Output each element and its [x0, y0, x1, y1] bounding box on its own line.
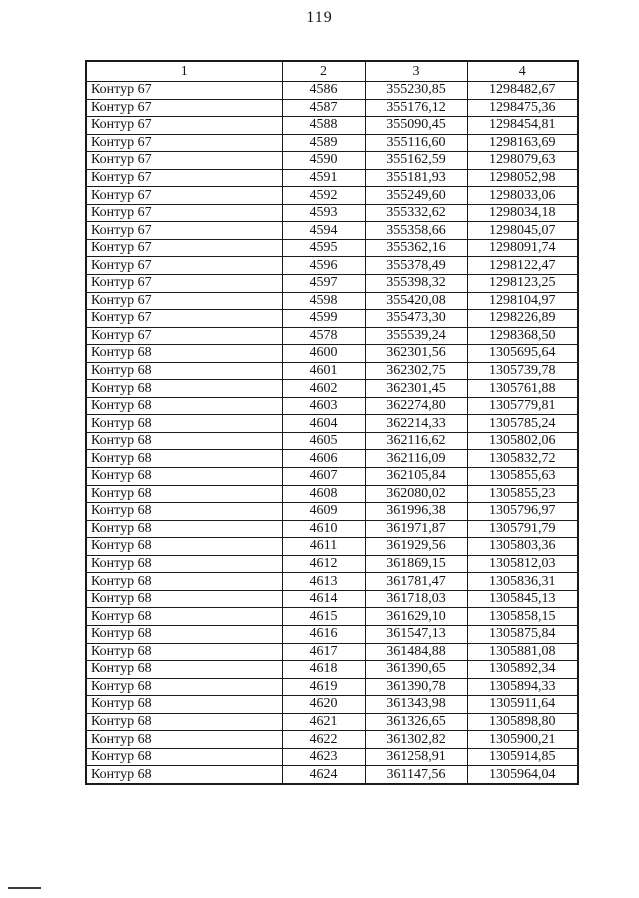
point-number-cell: 4604 — [282, 415, 365, 433]
coordinate-x-cell: 362116,62 — [365, 432, 467, 450]
point-number-cell: 4578 — [282, 327, 365, 345]
coordinate-x-cell: 362301,56 — [365, 345, 467, 363]
point-number-cell: 4621 — [282, 713, 365, 731]
column-header: 4 — [467, 61, 578, 82]
table-row — [86, 362, 578, 380]
table-row — [86, 169, 578, 187]
coordinate-x-cell: 361996,38 — [365, 503, 467, 521]
coordinate-y-cell: 1305785,24 — [467, 415, 578, 433]
table-row — [86, 468, 578, 486]
table-row — [86, 397, 578, 415]
point-number-cell: 4618 — [282, 661, 365, 679]
coordinate-x-cell: 355162,59 — [365, 152, 467, 170]
coordinate-x-cell: 355378,49 — [365, 257, 467, 275]
contour-name-cell: Контур 67 — [86, 222, 282, 240]
coordinate-x-cell: 355420,08 — [365, 292, 467, 310]
coordinate-x-cell: 362214,33 — [365, 415, 467, 433]
coordinate-y-cell: 1298079,63 — [467, 152, 578, 170]
point-number-cell: 4623 — [282, 748, 365, 766]
coordinate-x-cell: 355332,62 — [365, 204, 467, 222]
table-row — [86, 345, 578, 363]
table-row — [86, 257, 578, 275]
point-number-cell: 4600 — [282, 345, 365, 363]
contour-name-cell: Контур 68 — [86, 345, 282, 363]
coordinate-y-cell: 1305761,88 — [467, 380, 578, 398]
point-number-cell: 4619 — [282, 678, 365, 696]
contour-name-cell: Контур 67 — [86, 134, 282, 152]
coordinate-x-cell: 355116,60 — [365, 134, 467, 152]
contour-name-cell: Контур 67 — [86, 327, 282, 345]
coordinate-x-cell: 361547,13 — [365, 625, 467, 643]
table-row — [86, 520, 578, 538]
coordinate-y-cell: 1298045,07 — [467, 222, 578, 240]
column-header: 2 — [282, 61, 365, 82]
contour-name-cell: Контур 68 — [86, 696, 282, 714]
table-row — [86, 415, 578, 433]
column-header: 1 — [86, 61, 282, 82]
coordinate-y-cell: 1305812,03 — [467, 555, 578, 573]
point-number-cell: 4624 — [282, 766, 365, 784]
point-number-cell: 4598 — [282, 292, 365, 310]
coordinate-y-cell: 1305914,85 — [467, 748, 578, 766]
contour-name-cell: Контур 67 — [86, 187, 282, 205]
coordinate-y-cell: 1305791,79 — [467, 520, 578, 538]
coordinate-x-cell: 355176,12 — [365, 99, 467, 117]
coordinate-y-cell: 1298104,97 — [467, 292, 578, 310]
coordinate-y-cell: 1298475,36 — [467, 99, 578, 117]
coordinate-y-cell: 1305855,63 — [467, 468, 578, 486]
coordinate-x-cell: 361629,10 — [365, 608, 467, 626]
coordinate-x-cell: 355539,24 — [365, 327, 467, 345]
coordinate-x-cell: 361781,47 — [365, 573, 467, 591]
contour-name-cell: Контур 68 — [86, 590, 282, 608]
point-number-cell: 4617 — [282, 643, 365, 661]
table-row — [86, 275, 578, 293]
table-row — [86, 99, 578, 117]
table-row — [86, 503, 578, 521]
column-header: 3 — [365, 61, 467, 82]
coordinate-x-cell: 355473,30 — [365, 310, 467, 328]
point-number-cell: 4609 — [282, 503, 365, 521]
coordinate-x-cell: 362116,09 — [365, 450, 467, 468]
point-number-cell: 4586 — [282, 82, 365, 100]
coordinate-x-cell: 361302,82 — [365, 731, 467, 749]
point-number-cell: 4622 — [282, 731, 365, 749]
coordinate-x-cell: 361971,87 — [365, 520, 467, 538]
table-row — [86, 327, 578, 345]
contour-name-cell: Контур 68 — [86, 643, 282, 661]
table-row — [86, 82, 578, 100]
coordinate-x-cell: 361484,88 — [365, 643, 467, 661]
table-row — [86, 643, 578, 661]
coordinate-x-cell: 355230,85 — [365, 82, 467, 100]
point-number-cell: 4601 — [282, 362, 365, 380]
table-row — [86, 661, 578, 679]
coordinate-y-cell: 1305911,64 — [467, 696, 578, 714]
contour-name-cell: Контур 68 — [86, 713, 282, 731]
point-number-cell: 4612 — [282, 555, 365, 573]
coordinate-y-cell: 1305832,72 — [467, 450, 578, 468]
coordinate-x-cell: 355398,32 — [365, 275, 467, 293]
contour-name-cell: Контур 68 — [86, 503, 282, 521]
coordinate-x-cell: 361326,65 — [365, 713, 467, 731]
coordinate-y-cell: 1298368,50 — [467, 327, 578, 345]
contour-name-cell: Контур 67 — [86, 275, 282, 293]
table-header — [86, 61, 578, 82]
table-row — [86, 187, 578, 205]
coordinate-y-cell: 1298482,67 — [467, 82, 578, 100]
coordinate-y-cell: 1305892,34 — [467, 661, 578, 679]
table-row — [86, 731, 578, 749]
contour-name-cell: Контур 68 — [86, 450, 282, 468]
table-row — [86, 134, 578, 152]
table-row — [86, 117, 578, 135]
coordinate-y-cell: 1305803,36 — [467, 538, 578, 556]
contour-name-cell: Контур 68 — [86, 362, 282, 380]
table-row — [86, 573, 578, 591]
coordinate-y-cell: 1305845,13 — [467, 590, 578, 608]
point-number-cell: 4610 — [282, 520, 365, 538]
point-number-cell: 4594 — [282, 222, 365, 240]
point-number-cell: 4611 — [282, 538, 365, 556]
point-number-cell: 4613 — [282, 573, 365, 591]
coordinate-y-cell: 1305836,31 — [467, 573, 578, 591]
coordinate-x-cell: 361147,56 — [365, 766, 467, 784]
contour-name-cell: Контур 67 — [86, 82, 282, 100]
table-row — [86, 608, 578, 626]
point-number-cell: 4596 — [282, 257, 365, 275]
coordinate-y-cell: 1305875,84 — [467, 625, 578, 643]
table-row — [86, 555, 578, 573]
table-row — [86, 204, 578, 222]
point-number-cell: 4606 — [282, 450, 365, 468]
coordinate-x-cell: 361869,15 — [365, 555, 467, 573]
contour-name-cell: Контур 68 — [86, 415, 282, 433]
coordinate-x-cell: 361390,78 — [365, 678, 467, 696]
footnote-line — [8, 887, 41, 889]
coordinate-y-cell: 1305855,23 — [467, 485, 578, 503]
coordinate-y-cell: 1305964,04 — [467, 766, 578, 784]
table-row — [86, 310, 578, 328]
table-row — [86, 625, 578, 643]
coordinate-x-cell: 362105,84 — [365, 468, 467, 486]
table-row — [86, 696, 578, 714]
coordinate-y-cell: 1305802,06 — [467, 432, 578, 450]
coordinates-table — [85, 60, 579, 785]
coordinate-y-cell: 1298163,69 — [467, 134, 578, 152]
point-number-cell: 4592 — [282, 187, 365, 205]
point-number-cell: 4614 — [282, 590, 365, 608]
contour-name-cell: Контур 68 — [86, 520, 282, 538]
page-number: 119 — [306, 9, 333, 26]
point-number-cell: 4616 — [282, 625, 365, 643]
coordinate-y-cell: 1305796,97 — [467, 503, 578, 521]
coordinate-y-cell: 1305881,08 — [467, 643, 578, 661]
contour-name-cell: Контур 67 — [86, 204, 282, 222]
table-row — [86, 450, 578, 468]
point-number-cell: 4595 — [282, 239, 365, 257]
coordinate-x-cell: 355362,16 — [365, 239, 467, 257]
coordinate-x-cell: 355358,66 — [365, 222, 467, 240]
coordinate-x-cell: 355090,45 — [365, 117, 467, 135]
coordinate-y-cell: 1298034,18 — [467, 204, 578, 222]
coordinate-y-cell: 1298033,06 — [467, 187, 578, 205]
table-header-row — [86, 61, 578, 82]
contour-name-cell: Контур 68 — [86, 468, 282, 486]
table-row — [86, 748, 578, 766]
table-body — [86, 82, 578, 784]
table-row — [86, 222, 578, 240]
coordinate-y-cell: 1305900,21 — [467, 731, 578, 749]
point-number-cell: 4608 — [282, 485, 365, 503]
contour-name-cell: Контур 67 — [86, 169, 282, 187]
point-number-cell: 4593 — [282, 204, 365, 222]
contour-name-cell: Контур 67 — [86, 239, 282, 257]
contour-name-cell: Контур 68 — [86, 485, 282, 503]
coordinate-x-cell: 361390,65 — [365, 661, 467, 679]
coordinate-x-cell: 361258,91 — [365, 748, 467, 766]
point-number-cell: 4587 — [282, 99, 365, 117]
coordinate-y-cell: 1298226,89 — [467, 310, 578, 328]
point-number-cell: 4602 — [282, 380, 365, 398]
table-row — [86, 678, 578, 696]
contour-name-cell: Контур 68 — [86, 661, 282, 679]
coordinate-x-cell: 362274,80 — [365, 397, 467, 415]
coordinate-x-cell: 361343,98 — [365, 696, 467, 714]
coordinate-y-cell: 1298454,81 — [467, 117, 578, 135]
contour-name-cell: Контур 68 — [86, 380, 282, 398]
table-row — [86, 432, 578, 450]
point-number-cell: 4590 — [282, 152, 365, 170]
contour-name-cell: Контур 68 — [86, 573, 282, 591]
table-row — [86, 152, 578, 170]
coordinate-x-cell: 355249,60 — [365, 187, 467, 205]
contour-name-cell: Контур 68 — [86, 538, 282, 556]
coordinate-x-cell: 361718,03 — [365, 590, 467, 608]
coordinate-y-cell: 1305779,81 — [467, 397, 578, 415]
point-number-cell: 4588 — [282, 117, 365, 135]
contour-name-cell: Контур 67 — [86, 292, 282, 310]
coordinate-y-cell: 1305894,33 — [467, 678, 578, 696]
coordinate-x-cell: 355181,93 — [365, 169, 467, 187]
contour-name-cell: Контур 68 — [86, 731, 282, 749]
table-row — [86, 766, 578, 784]
contour-name-cell: Контур 67 — [86, 152, 282, 170]
point-number-cell: 4607 — [282, 468, 365, 486]
table-row — [86, 538, 578, 556]
point-number-cell: 4589 — [282, 134, 365, 152]
contour-name-cell: Контур 67 — [86, 117, 282, 135]
point-number-cell: 4599 — [282, 310, 365, 328]
point-number-cell: 4615 — [282, 608, 365, 626]
contour-name-cell: Контур 68 — [86, 678, 282, 696]
contour-name-cell: Контур 68 — [86, 555, 282, 573]
table-row — [86, 380, 578, 398]
point-number-cell: 4591 — [282, 169, 365, 187]
contour-name-cell: Контур 68 — [86, 748, 282, 766]
coordinate-y-cell: 1305739,78 — [467, 362, 578, 380]
coordinate-y-cell: 1298122,47 — [467, 257, 578, 275]
contour-name-cell: Контур 67 — [86, 310, 282, 328]
contour-name-cell: Контур 68 — [86, 608, 282, 626]
table-row — [86, 239, 578, 257]
point-number-cell: 4605 — [282, 432, 365, 450]
coordinate-y-cell: 1305898,80 — [467, 713, 578, 731]
coordinate-y-cell: 1305695,64 — [467, 345, 578, 363]
point-number-cell: 4597 — [282, 275, 365, 293]
coordinate-y-cell: 1298123,25 — [467, 275, 578, 293]
contour-name-cell: Контур 68 — [86, 766, 282, 784]
contour-name-cell: Контур 68 — [86, 432, 282, 450]
table-row — [86, 713, 578, 731]
table-row — [86, 485, 578, 503]
coordinate-x-cell: 362302,75 — [365, 362, 467, 380]
table-row — [86, 590, 578, 608]
coordinate-x-cell: 361929,56 — [365, 538, 467, 556]
contour-name-cell: Контур 67 — [86, 257, 282, 275]
coordinate-x-cell: 362080,02 — [365, 485, 467, 503]
contour-name-cell: Контур 68 — [86, 397, 282, 415]
coordinate-x-cell: 362301,45 — [365, 380, 467, 398]
contour-name-cell: Контур 67 — [86, 99, 282, 117]
coordinate-y-cell: 1298091,74 — [467, 239, 578, 257]
table-row — [86, 292, 578, 310]
contour-name-cell: Контур 68 — [86, 625, 282, 643]
point-number-cell: 4603 — [282, 397, 365, 415]
coordinate-y-cell: 1305858,15 — [467, 608, 578, 626]
point-number-cell: 4620 — [282, 696, 365, 714]
coordinate-y-cell: 1298052,98 — [467, 169, 578, 187]
